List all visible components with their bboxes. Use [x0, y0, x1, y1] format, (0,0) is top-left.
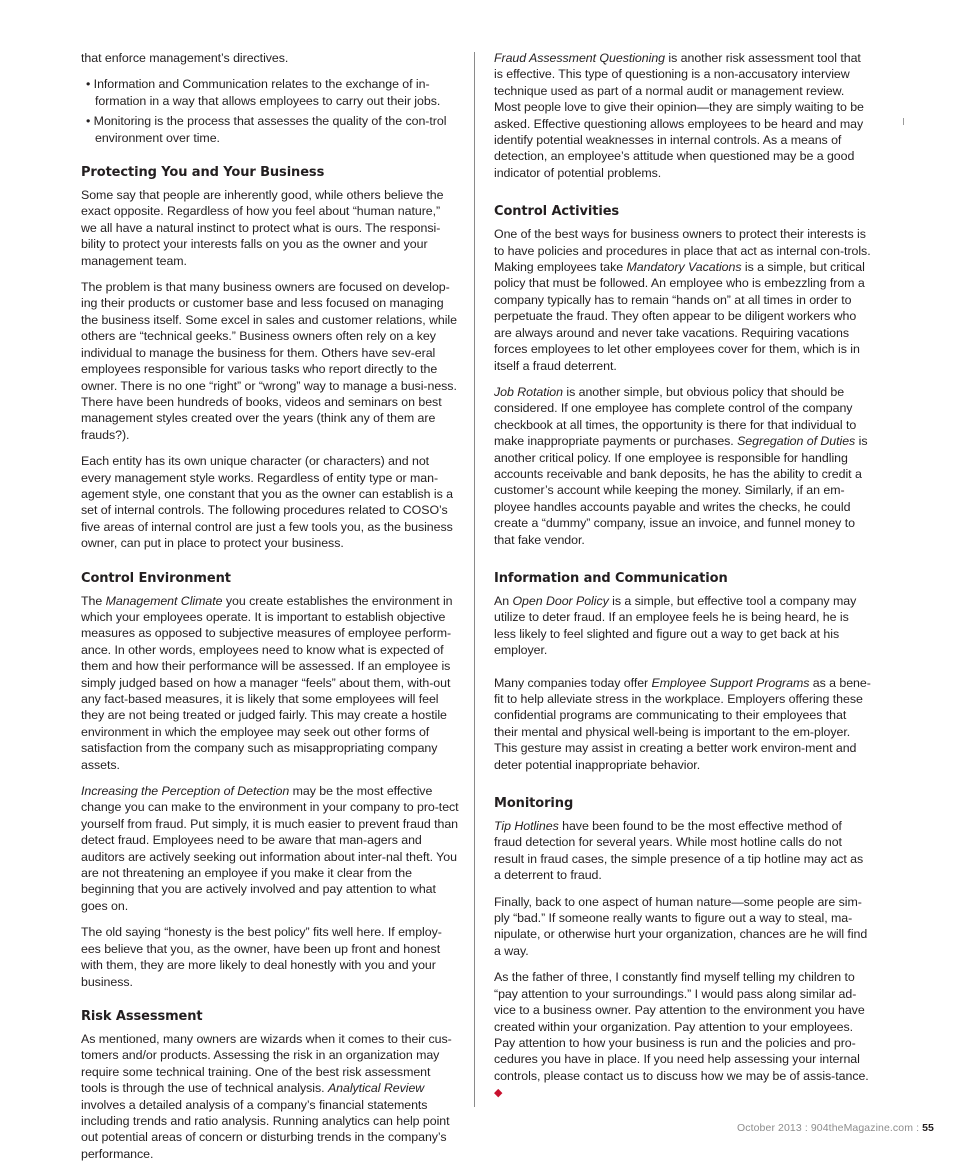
right-column — [494, 50, 872, 1112]
control-environment-paragraph-3: The old saying “honesty is the best policy” fits well here. If employ-ees believe that you, as the owner, have been up front and honest with them, they are more likely to deal honestly with you and your business. — [81, 925, 442, 989]
heading-control-environment: Control Environment — [81, 570, 231, 586]
column-divider — [474, 52, 475, 1107]
bullet-monitoring: • Monitoring is the process that assesses the quality of the con-trol environment over time. — [86, 114, 447, 145]
protecting-paragraph-1: Some say that people are inherently good, while others believe the exact opposite. Regardless of how you feel about “human nature,” we all have a natural instinct to protect what is ours. The responsi-bility to protect your interests falls on you as the owner and your management team. — [81, 188, 444, 268]
heading-protecting: Protecting You and Your Business — [81, 165, 325, 181]
page-number: 55 — [922, 1122, 934, 1134]
intro-continuation: that enforce management’s directives. — [81, 51, 289, 65]
protecting-paragraph-3: Each entity has its own unique character (or characters) and not every management style works. Regardless of entity type or man-agement style, one constant that you as the owner can establish is a set of internal controls. The following procedures related to COSO’s five areas of internal control are just a few tools you, as the business owner, can put in place to protect your business. — [81, 454, 453, 551]
margin-tick — [903, 118, 904, 125]
control-environment-paragraph-1: The Management Climate you create establishes the environment in which your employees operate. It is important to establish objective measures as opposed to subjective measures of employee perform-ance. In other words, employees need to know what is expected of them and how their performance will be assessed. If an employee is simply judged based on how a manager “feels” about them, with-out any fact-based measures, it is likely that some employees will feel they are not being treated or judged fairly. This may create a hostile environment in which the employee may seek out other forms of satisfaction from the company such as misappropriating company assets. — [81, 593, 453, 772]
information-communication-paragraph-2: Many companies today offer Employee Support Programs as a bene-fit to help alleviate stress in the workplace. Employers offering these confidential programs are communicating to their employees that their mental and physical well-being is important to the em-ployer. This gesture may assist in creating a better work environ-ment and deter potential inappropriate behavior. — [494, 675, 871, 772]
left-column — [81, 50, 459, 1172]
risk-assessment-paragraph-1: As mentioned, many owners are wizards when it comes to their cus-tomers and/or products. Assessing the risk in an organization may require some technical training. One of the best risk assessment tools is through the use of technical analysis. Analytical Review involves a detailed analysis of a company’s financial statements including trends and ratio analysis. Running analytics can help point out potential areas of concern or disturbing trends in the company’s performance. — [81, 1031, 452, 1161]
heading-control-activities: Control Activities — [494, 204, 620, 220]
protecting-paragraph-2: The problem is that many business owners are focused on develop-ing their products or customer base and less focused on managing the business itself. Some excel in sales and customer relations, while others are “technical geeks.” Business owners often rely on a key individual to manage the business for them. Others have sev-eral employees responsible for various tasks who report directly to the owner. There is no one “right” or “wrong” way to manage a busi-ness. There have been hundreds of books, videos and seminars on best management styles created over the years (think any of them are frauds?). — [81, 280, 457, 442]
heading-information-communication: Information and Communication — [494, 570, 728, 586]
control-environment-paragraph-2: Increasing the Perception of Detection may be the most effective change you can make to the environment in your company to pro-tect yourself from fraud. Put simply, it is much easier to prevent fraud than detect fraud. Employees need to be aware that man-agers and auditors are actively seeking out information about inter-nal theft. You are not threatening an employee if you make it clear from the beginning that you are actively involved and pay attention to what goes on. — [81, 784, 459, 913]
control-activities-paragraph-2: Job Rotation is another simple, but obvious policy that should be considered. If one employee has complete control of the company checkbook at all times, the opportunity is there for that individual to make inappropriate payments or purchases. Segregation of Duties is another critical policy. If one employee is responsible for handling accounts receivable and bank deposits, he has the ability to credit a customer’s account while keeping the money. Similarly, if an em-ployee handles accounts payable and writes the checks, he could create a “dummy” company, issue an invoice, and funnel money to that fake vendor. — [494, 384, 868, 547]
control-activities-paragraph-1: One of the best ways for business owners to protect their interests is to have policies and procedures in place that act as internal con-trols. Making employees take Mandatory Vacations is a simple, but critical policy that must be followed. An employee who is embezzling from a company typically has to remain “hands on” at all times in order to perpetuate the fraud. They often appear to be diligent workers who are always around and never take vacations. Requiring vacations forces employees to let other employees cover for them, which is in itself a fraud deterrent. — [494, 227, 871, 373]
fraud-questioning-paragraph: Fraud Assessment Questioning is another risk assessment tool that is effective. This type of questioning is a non-accusatory interview technique used as part of a normal audit or management review. Most people love to give their opinion—they are simply waiting to be asked. Effective questioning allows employees to be heard and may identify potential weaknesses in internal controls. As a means of detection, an employee’s attitude when questioned may be a good indicator of potential problems. — [494, 51, 864, 180]
monitoring-paragraph-3: As the father of three, I constantly find myself telling my children to “pay attention to your surroundings.” I would pass along similar ad-vice to a business owner. Pay attention to the environment you have created within your organization. Pay attention to your employees. Pay attention to how your business is run and the policies and pro-cedures you have in place. If you need help assessing your internal controls, please contact us to discuss how we may be of assis-tance. ◆ — [494, 970, 869, 1100]
bullet-information-communication: • Information and Communication relates to the exchange of in-formation in a way that allows employees to carry out their jobs. — [86, 77, 441, 108]
footer-issue-line: October 2013 : 904theMagazine.com : — [736, 1122, 923, 1134]
information-communication-paragraph-1: An Open Door Policy is a simple, but effective tool a company may utilize to deter fraud. If an employee feels he is being heard, he is less likely to feel slighted and figure out a way to get back at his employer. — [494, 593, 857, 658]
heading-risk-assessment: Risk Assessment — [81, 1008, 203, 1024]
heading-monitoring: Monitoring — [494, 796, 574, 812]
page-footer — [737, 1122, 934, 1134]
end-of-article-diamond-icon: ◆ — [494, 1087, 503, 1100]
monitoring-paragraph-1: Tip Hotlines have been found to be the most effective method of fraud detection for several years. While most hotline calls do not result in fraud cases, the simple presence of a tip hotline may act as a deterrent to fraud. — [494, 819, 864, 883]
monitoring-paragraph-2: Finally, back to one aspect of human nature—some people are sim-ply “bad.” If someone really wants to figure out a way to steal, ma-nipulate, or otherwise hurt your organization, chances are he will find a way. — [494, 894, 868, 958]
